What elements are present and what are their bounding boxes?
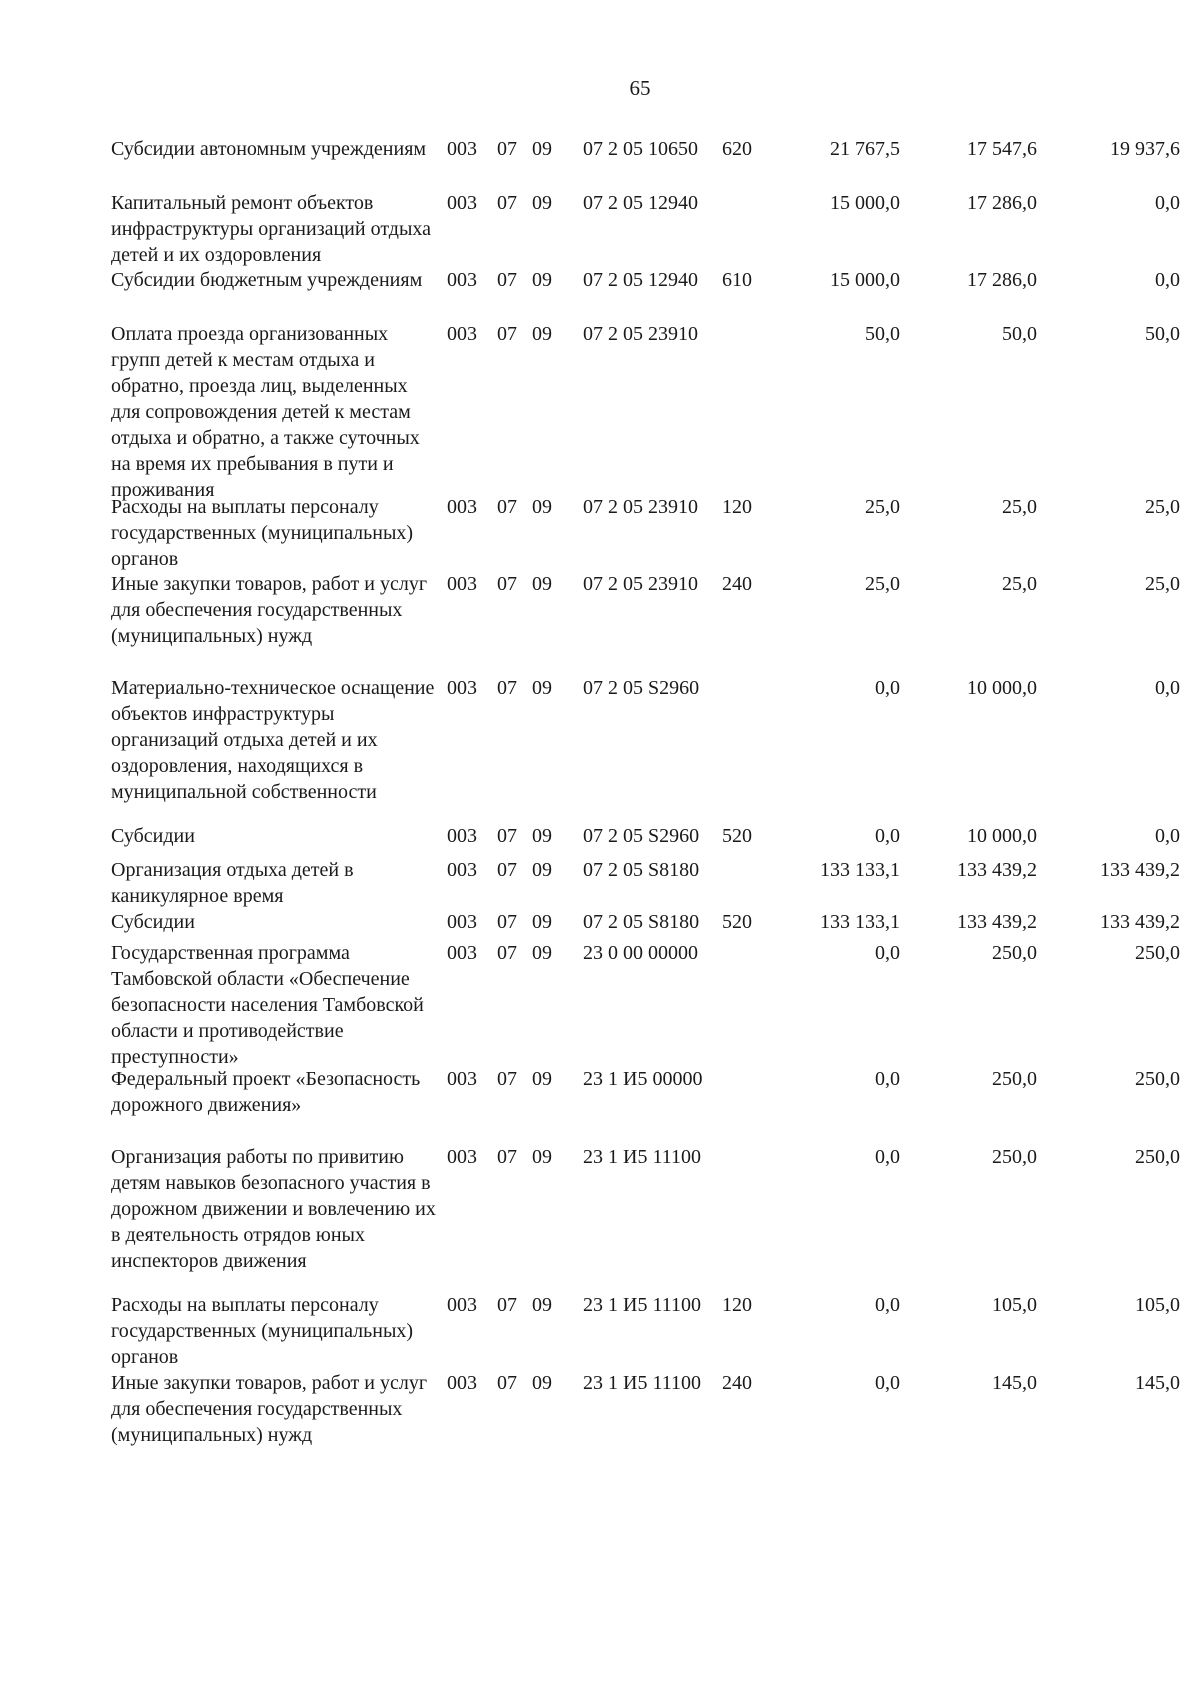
table-row (0, 494, 1200, 572)
table-cell-year-2: 10 000,0 (967, 677, 1037, 699)
table-cell-vr: 240 (722, 1372, 752, 1394)
table-cell-name: Материально-техническое оснащение объектов инфраструктуры организаций отдыха детей и их оздоровления, находящихся в муниципальной собственности (111, 677, 435, 803)
table-cell-year-2: 17 286,0 (967, 192, 1037, 214)
table-cell-pr: 09 (532, 269, 552, 291)
table-row (0, 136, 1200, 162)
table-cell-vr: 520 (722, 911, 752, 933)
table-cell-year-1: 0,0 (875, 677, 900, 699)
table-cell-csr: 07 2 05 12940 (583, 269, 698, 291)
table-cell-gr: 003 (447, 1294, 477, 1316)
table-cell-name: Организация отдыха детей в каникулярное время (111, 859, 354, 907)
table-cell-csr: 07 2 05 S2960 (583, 677, 700, 699)
table-row (0, 267, 1200, 293)
table-cell-rz: 07 (497, 911, 517, 933)
table-cell-vr: 520 (722, 825, 752, 847)
table-cell-csr: 07 2 05 10650 (583, 138, 698, 160)
table-row (0, 571, 1200, 649)
table-cell-gr: 003 (447, 323, 477, 345)
table-cell-csr: 07 2 05 12940 (583, 192, 698, 214)
table-cell-year-2: 10 000,0 (967, 825, 1037, 847)
table-cell-year-2: 25,0 (1002, 573, 1037, 595)
table-cell-year-2: 145,0 (992, 1372, 1037, 1394)
table-cell-gr: 003 (447, 192, 477, 214)
table-cell-rz: 07 (497, 1294, 517, 1316)
table-cell-csr: 07 2 05 S2960 (583, 825, 700, 847)
table-cell-pr: 09 (532, 1146, 552, 1168)
table-cell-rz: 07 (497, 1372, 517, 1394)
table-cell-name: Субсидии бюджетным учреждениям (111, 269, 423, 291)
table-cell-csr: 23 0 00 00000 (583, 942, 698, 964)
table-cell-pr: 09 (532, 1372, 552, 1394)
table-cell-gr: 003 (447, 269, 477, 291)
table-row (0, 909, 1200, 935)
table-cell-year-3: 0,0 (1155, 192, 1180, 214)
page-number: 65 (629, 76, 651, 100)
table-cell-rz: 07 (497, 677, 517, 699)
table-cell-year-2: 105,0 (992, 1294, 1037, 1316)
table-cell-name: Капитальный ремонт объектов инфраструктуры организаций отдыха детей и их оздоровления (111, 192, 432, 266)
table-cell-vr: 620 (722, 138, 752, 160)
table-cell-rz: 07 (497, 1068, 517, 1090)
table-row (0, 675, 1200, 805)
table-cell-rz: 07 (497, 269, 517, 291)
table-row (0, 1370, 1200, 1448)
table-cell-csr: 07 2 05 S8180 (583, 859, 700, 881)
table-cell-year-1: 0,0 (875, 1068, 900, 1090)
table-cell-year-3: 0,0 (1155, 825, 1180, 847)
table-row (0, 321, 1200, 503)
table-cell-name: Расходы на выплаты персоналу государственных (муниципальных) органов (111, 496, 414, 570)
table-cell-year-2: 250,0 (992, 942, 1037, 964)
table-cell-year-2: 250,0 (992, 1068, 1037, 1090)
table-cell-name: Субсидии (111, 825, 195, 847)
table-cell-year-1: 15 000,0 (830, 192, 900, 214)
table-row (0, 1066, 1200, 1118)
table-cell-pr: 09 (532, 677, 552, 699)
table-cell-year-3: 25,0 (1145, 496, 1180, 518)
table-cell-year-2: 50,0 (1002, 323, 1037, 345)
table-cell-name: Организация работы по привитию детям навыков безопасного участия в дорожном движении и вовлечению их в деятельность отрядов юных инспекторов движения (111, 1146, 436, 1272)
table-cell-year-2: 133 439,2 (957, 911, 1037, 933)
table-cell-pr: 09 (532, 1294, 552, 1316)
table-row (0, 1144, 1200, 1274)
table-cell-rz: 07 (497, 496, 517, 518)
table-cell-year-1: 25,0 (865, 496, 900, 518)
table-cell-year-1: 15 000,0 (830, 269, 900, 291)
table-cell-year-3: 145,0 (1135, 1372, 1180, 1394)
table-cell-vr: 240 (722, 573, 752, 595)
table-cell-csr: 07 2 05 23910 (583, 323, 698, 345)
table-cell-name: Субсидии автономным учреждениям (111, 138, 427, 160)
table-cell-year-1: 133 133,1 (820, 911, 900, 933)
table-cell-year-3: 50,0 (1145, 323, 1180, 345)
table-cell-year-2: 17 547,6 (967, 138, 1037, 160)
table-row (0, 940, 1200, 1070)
table-cell-pr: 09 (532, 496, 552, 518)
table-cell-year-3: 250,0 (1135, 1146, 1180, 1168)
table-cell-year-2: 250,0 (992, 1146, 1037, 1168)
table-cell-year-1: 0,0 (875, 1372, 900, 1394)
table-cell-gr: 003 (447, 859, 477, 881)
table-cell-year-3: 19 937,6 (1110, 138, 1180, 160)
table-cell-gr: 003 (447, 942, 477, 964)
table-cell-pr: 09 (532, 911, 552, 933)
table-cell-vr: 120 (722, 496, 752, 518)
table-cell-csr: 23 1 И5 11100 (583, 1372, 701, 1394)
table-cell-year-2: 25,0 (1002, 496, 1037, 518)
table-cell-year-1: 0,0 (875, 1146, 900, 1168)
table-cell-year-2: 17 286,0 (967, 269, 1037, 291)
table-cell-csr: 23 1 И5 11100 (583, 1294, 701, 1316)
table-cell-pr: 09 (532, 138, 552, 160)
table-cell-gr: 003 (447, 1146, 477, 1168)
table-cell-vr: 610 (722, 269, 752, 291)
table-cell-vr: 120 (722, 1294, 752, 1316)
table-cell-year-1: 21 767,5 (830, 138, 900, 160)
table-cell-csr: 23 1 И5 00000 (583, 1068, 703, 1090)
table-cell-gr: 003 (447, 573, 477, 595)
table-cell-pr: 09 (532, 192, 552, 214)
table-cell-year-1: 0,0 (875, 1294, 900, 1316)
table-cell-gr: 003 (447, 496, 477, 518)
table-cell-year-3: 250,0 (1135, 942, 1180, 964)
table-cell-name: Государственная программа Тамбовской области «Обеспечение безопасности населения Тамбовской области и противодействие преступности» (111, 942, 424, 1068)
table-cell-pr: 09 (532, 573, 552, 595)
table-cell-rz: 07 (497, 859, 517, 881)
table-cell-year-2: 133 439,2 (957, 859, 1037, 881)
table-cell-year-1: 0,0 (875, 825, 900, 847)
table-cell-csr: 07 2 05 S8180 (583, 911, 700, 933)
table-cell-year-3: 133 439,2 (1100, 859, 1180, 881)
table-cell-year-3: 133 439,2 (1100, 911, 1180, 933)
table-cell-year-1: 50,0 (865, 323, 900, 345)
table-cell-rz: 07 (497, 192, 517, 214)
table-cell-csr: 23 1 И5 11100 (583, 1146, 701, 1168)
table-cell-name: Федеральный проект «Безопасность дорожного движения» (111, 1068, 421, 1116)
table-cell-gr: 003 (447, 825, 477, 847)
table-cell-name: Оплата проезда организованных групп детей к местам отдыха и обратно, проезда лиц, выделенных для сопровождения детей к местам отдыха и обратно, а также суточных на время их пребывания в пути и проживания (111, 323, 420, 501)
table-row (0, 857, 1200, 909)
table-cell-rz: 07 (497, 942, 517, 964)
table-cell-pr: 09 (532, 323, 552, 345)
table-cell-gr: 003 (447, 1372, 477, 1394)
table-cell-name: Иные закупки товаров, работ и услуг для обеспечения государственных (муниципальных) нужд (111, 573, 428, 647)
table-cell-name: Расходы на выплаты персоналу государственных (муниципальных) органов (111, 1294, 414, 1368)
table-cell-pr: 09 (532, 859, 552, 881)
table-cell-gr: 003 (447, 1068, 477, 1090)
table-cell-pr: 09 (532, 942, 552, 964)
table-cell-year-3: 25,0 (1145, 573, 1180, 595)
table-cell-name: Иные закупки товаров, работ и услуг для обеспечения государственных (муниципальных) нужд (111, 1372, 428, 1446)
table-cell-year-3: 250,0 (1135, 1068, 1180, 1090)
table-cell-year-1: 0,0 (875, 942, 900, 964)
table-cell-name: Субсидии (111, 911, 195, 933)
table-cell-gr: 003 (447, 138, 477, 160)
table-cell-csr: 07 2 05 23910 (583, 573, 698, 595)
table-cell-pr: 09 (532, 1068, 552, 1090)
table-cell-rz: 07 (497, 323, 517, 345)
table-cell-year-1: 133 133,1 (820, 859, 900, 881)
table-row (0, 1292, 1200, 1370)
table-cell-year-3: 105,0 (1135, 1294, 1180, 1316)
table-cell-rz: 07 (497, 573, 517, 595)
table-cell-csr: 07 2 05 23910 (583, 496, 698, 518)
table-cell-rz: 07 (497, 1146, 517, 1168)
table-cell-year-1: 25,0 (865, 573, 900, 595)
table-row (0, 823, 1200, 849)
table-cell-year-3: 0,0 (1155, 677, 1180, 699)
table-row (0, 190, 1200, 268)
table-cell-year-3: 0,0 (1155, 269, 1180, 291)
table-cell-rz: 07 (497, 138, 517, 160)
table-cell-gr: 003 (447, 677, 477, 699)
table-cell-pr: 09 (532, 825, 552, 847)
table-cell-rz: 07 (497, 825, 517, 847)
table-cell-gr: 003 (447, 911, 477, 933)
